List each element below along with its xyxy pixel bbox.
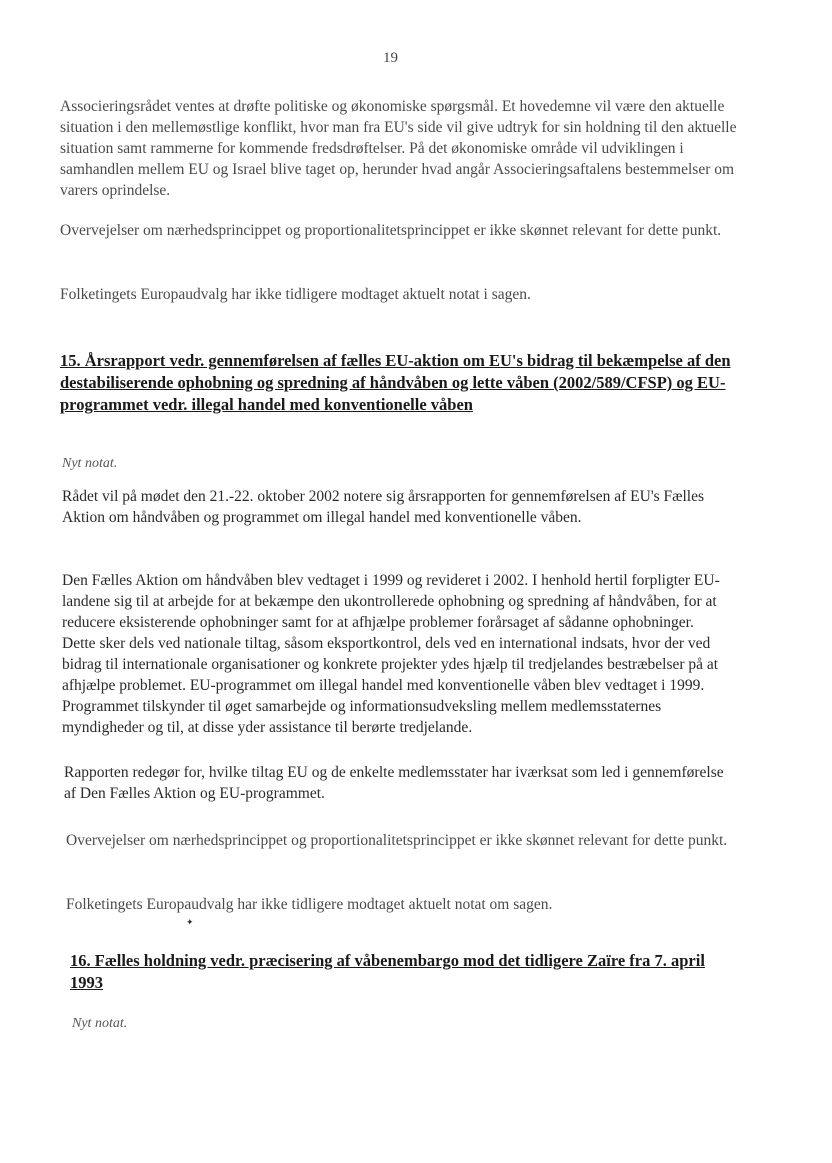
scan-mark: ✦ <box>186 917 194 927</box>
intro-paragraph-1: Associeringsrådet ventes at drøfte politiske og økonomiske spørgsmål. Et hovedemne vil være den aktuelle situation i den mellemøstlige konflikt, hvor man fra EU's side vil give udtryk for sin holdning til den aktuelle situation samt rammerne for kommende fredsdrøftelser. På det økonomiske område vil udviklingen i samhandlen mellem EU og Israel blive taget op, herunder hvad angår Associeringsaftalens bestemmelser om varers oprindelse. <box>60 98 737 199</box>
section-15-subsidiarity-paragraph: Overvejelser om nærhedsprincippet og proportionalitetsprincippet er ikke skønnet relevant for dette punkt. <box>66 832 728 849</box>
section-15-note: Nyt notat. <box>62 456 118 471</box>
section-15-paragraph-3: Rapporten redegør for, hvilke tiltag EU og de enkelte medlemsstater har iværksat som led i gennemførelse af Den Fælles Aktion og EU-programmet. <box>64 764 724 802</box>
section-15-paragraph-1: Rådet vil på mødet den 21.-22. oktober 2002 notere sig årsrapporten for gennemførelsen af EU's Fælles Aktion om håndvåben og programmet om illegal handel med konventionelle våben. <box>62 488 705 526</box>
intro-committee-paragraph: Folketingets Europaudvalg har ikke tidligere modtaget aktuelt notat i sagen. <box>60 286 531 303</box>
page-number: 19 <box>383 50 398 66</box>
section-16-note: Nyt notat. <box>72 1016 128 1031</box>
section-15-heading: 15. Årsrapport vedr. gennemførelsen af fælles EU-aktion om EU's bidrag til bekæmpelse af den destabiliserende ophobning og spredning af håndvåben og lette våben (2002/589/CFSP) og EU-programmet vedr. illegal handel med konventionelle våben <box>60 351 731 414</box>
section-16-heading: 16. Fælles holdning vedr. præcisering af våbenembargo mod det tidligere Zaïre fra 7. april 1993 <box>70 951 705 992</box>
section-15-committee-paragraph: Folketingets Europaudvalg har ikke tidligere modtaget aktuelt notat om sagen. <box>66 896 553 913</box>
section-15-paragraph-2: Den Fælles Aktion om håndvåben blev vedtaget i 1999 og revideret i 2002. I henhold hertil forpligter EU-landene sig til at arbejde for at bekæmpe den ukontrollerede ophobning og spredning af håndvåben, for at reducere eksisterende ophobninger samt for at afhjælpe problemer forårsaget af sådanne ophobninger. Dette sker dels ved nationale tiltag, såsom eksportkontrol, dels ved en international indsats, hvor der ved bidrag til internationale organisationer og konkrete projekter ydes hjælp til tredjelandes bestræbelser på at afhjælpe problemet. EU-programmet om illegal handel med konventionelle våben blev vedtaget i 1999. Programmet tilskynder til øget samarbejde og informationsudveksling mellem medlemsstaternes myndigheder og til, at disse yder assistance til berørte tredjelande. <box>62 572 720 736</box>
intro-subsidiarity-paragraph: Overvejelser om nærhedsprincippet og proportionalitetsprincippet er ikke skønnet relevant for dette punkt. <box>60 222 722 239</box>
